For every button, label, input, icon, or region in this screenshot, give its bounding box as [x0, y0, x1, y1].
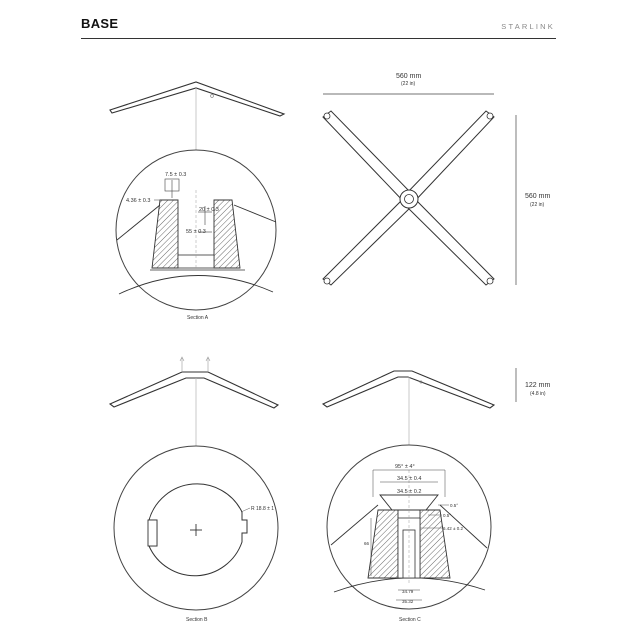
section-c-dim-bore: 6.42 ± 0.2	[443, 526, 463, 531]
section-b-dim-radius: R 18.8 ± 1	[251, 506, 275, 512]
base-profile-bottom-left	[110, 357, 278, 450]
section-c-detail	[327, 445, 491, 623]
section-b-caption: Section B	[186, 617, 208, 623]
section-a-dim-top: 7.5 ± 0.3	[165, 172, 187, 178]
top-view-height-mm: 560 mm	[525, 193, 551, 200]
top-view-width-in: (22 in)	[401, 81, 416, 87]
section-c-dim-bottom2: 35.32	[402, 599, 414, 604]
side-view-height-mm: 122 mm	[525, 382, 551, 389]
side-view-height-in: (4.8 in)	[530, 391, 546, 397]
section-c-dim-outer: 34.5 ± 0.4	[397, 476, 422, 482]
brand-label: STARLINK	[501, 22, 555, 31]
section-c-dim-chamfer2: 0.5°	[443, 513, 452, 518]
section-c-caption: Section C	[399, 617, 421, 623]
section-b-detail	[114, 446, 278, 623]
section-a-dim-inner: 55 ± 0.3	[186, 229, 206, 235]
side-view-base	[323, 368, 550, 450]
section-c-dim-bottom1: 34.79	[402, 589, 414, 594]
top-view-height-in: (22 in)	[530, 202, 545, 208]
section-c-dim-mid: 34.5 ± 0.2	[397, 489, 422, 495]
page-title: BASE	[81, 16, 119, 31]
section-a-dim-right: 20 ± 0.3	[199, 207, 219, 213]
top-view-width-mm: 560 mm	[396, 73, 422, 80]
section-a-dim-left: 4.36 ± 0.3	[126, 198, 151, 204]
section-a-detail	[116, 150, 276, 321]
section-a-caption: Section A	[187, 315, 209, 321]
section-c-dim-depth: 66	[364, 541, 370, 546]
section-c-dim-chamfer1: 0.5°	[450, 503, 459, 508]
section-c-dim-angle: 95° ± 4°	[395, 464, 415, 470]
base-profile-top-left	[110, 82, 284, 152]
top-view-x-base	[323, 73, 550, 285]
